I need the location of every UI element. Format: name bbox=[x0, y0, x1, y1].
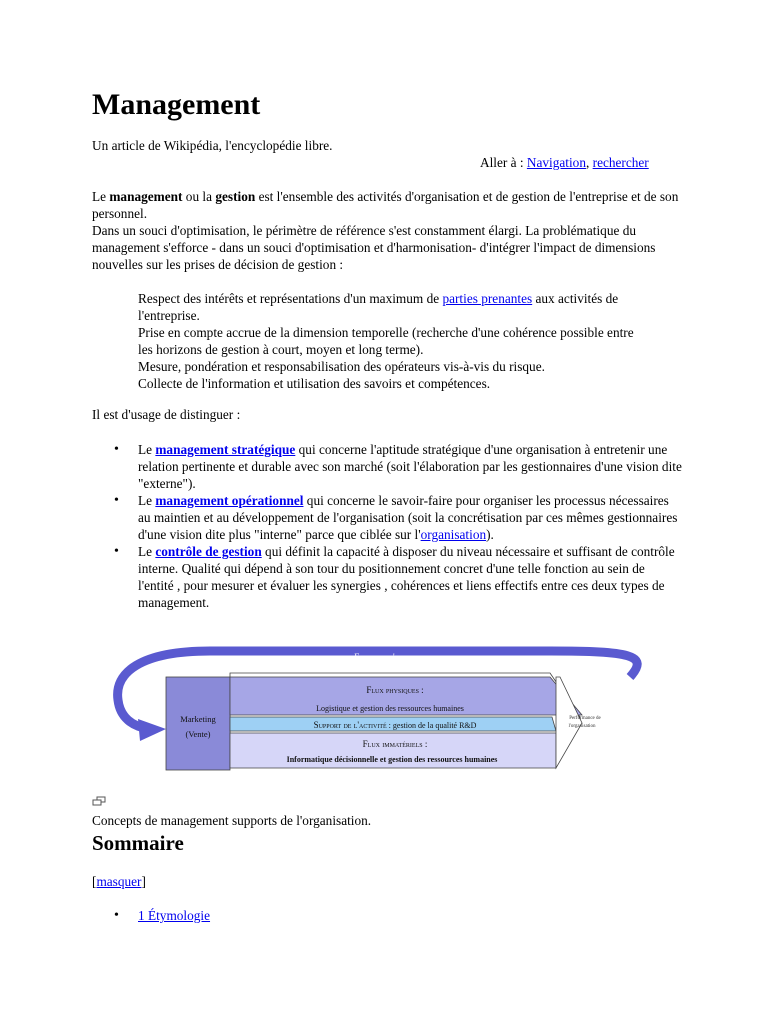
search-link[interactable]: rechercher bbox=[592, 155, 649, 170]
toc-toggle: [masquer] bbox=[92, 874, 146, 889]
toc-list bbox=[92, 907, 392, 924]
figure-caption: Concepts de management supports de l'organisation. bbox=[92, 813, 372, 828]
performance-label-2: l'organisation bbox=[568, 724, 596, 729]
intro-definition: Le management ou la gestion est l'ensemble des activités d'organisation et de gestion de l'entreprise et de son personnel. bbox=[92, 189, 679, 221]
finance-label: Finance d'entreprise bbox=[354, 652, 436, 662]
stakeholders-link[interactable]: parties prenantes bbox=[442, 291, 533, 306]
toc-title: Sommaire bbox=[92, 831, 184, 855]
page-title: Management bbox=[92, 88, 261, 121]
dimensions-list bbox=[138, 290, 638, 392]
marketing-label: Marketing bbox=[180, 714, 216, 724]
intangible-flows-label: Flux immatériels : bbox=[362, 739, 428, 749]
toc-item bbox=[92, 907, 392, 924]
toc-link-etymology[interactable]: 1 Étymologie bbox=[138, 908, 211, 923]
enlarge-icon[interactable] bbox=[92, 796, 106, 806]
performance-arrow bbox=[556, 677, 582, 768]
logistics-label: Logistique et gestion des ressources humaines bbox=[316, 704, 464, 713]
strategic-management-link[interactable]: management stratégique bbox=[155, 442, 296, 457]
dimension-item: Respect des intérêts et représentations d'un maximum de parties prenantes aux activités de l'entreprise. bbox=[138, 291, 619, 323]
management-types-list bbox=[92, 441, 682, 611]
loop-arrowhead bbox=[138, 719, 166, 741]
list-item: • Le contrôle de gestion qui définit la capacité à disposer du niveau nécessaire et suffisant de contrôle interne. Qualité qui dépend à son tour du positionnement concret d'une telle fonction au sein de l'entité , pour mesurer et évaluer les synergies , cohérences et liens effectifs entre ces deux types de management. bbox=[92, 543, 682, 611]
tagline: Un article de Wikipédia, l'encyclopédie libre. bbox=[92, 138, 333, 153]
sales-label: (Vente) bbox=[185, 729, 211, 739]
dimension-item: Collecte de l'information et utilisation des savoirs et compétences. bbox=[138, 376, 491, 391]
management-concepts-diagram[interactable] bbox=[110, 645, 680, 775]
navigation-link[interactable]: Navigation bbox=[526, 155, 586, 170]
informatics-label: Informatique décisionnelle et gestion des ressources humaines bbox=[286, 755, 498, 764]
support-label: Support de l'activité : gestion de la qualité R&D bbox=[313, 720, 477, 730]
operational-management-link[interactable]: management opérationnel bbox=[155, 493, 304, 508]
dimension-item: Mesure, pondération et responsabilisation des opérateurs vis-à-vis du risque. bbox=[138, 359, 545, 374]
intro bbox=[92, 188, 682, 273]
list-item: • Le management opérationnel qui concerne le savoir-faire pour organiser les processus nécessaires au maintien et au développement de l'organisation (soit la concrétisation par ces mêmes gestionnaires d'une vision dite plus "interne" parce que ciblée sur l'organisation). bbox=[92, 492, 682, 543]
list-item: • Le management stratégique qui concerne l'aptitude stratégique d'une organisation à entretenir une relation pertinente et durable avec son marché (soit l'élaboration par les gestionnaires d'une vision dite "externe"). bbox=[92, 441, 682, 492]
jump-links: Aller à : Navigation, rechercher bbox=[480, 155, 649, 170]
hide-toc-link[interactable]: masquer bbox=[96, 874, 142, 889]
performance-label-1: Performance de bbox=[569, 716, 601, 721]
distinguish-text: Il est d'usage de distinguer : bbox=[92, 407, 241, 422]
physical-flows-label: Flux physiques : bbox=[366, 685, 424, 695]
organisation-link[interactable]: organisation bbox=[420, 527, 487, 542]
dimension-item: Prise en compte accrue de la dimension temporelle (recherche d'une cohérence possible entre les horizons de gestion à court, moyen et long terme). bbox=[138, 325, 634, 357]
management-control-link[interactable]: contrôle de gestion bbox=[155, 544, 262, 559]
intro-scope: Dans un souci d'optimisation, le périmètre de référence s'est constamment élargi. La problématique du management s'efforce - dans un souci d'optimisation et d'harmonisation- d'intégrer l'impact de dimensions nouvelles sur les prises de décision de gestion : bbox=[92, 223, 656, 272]
